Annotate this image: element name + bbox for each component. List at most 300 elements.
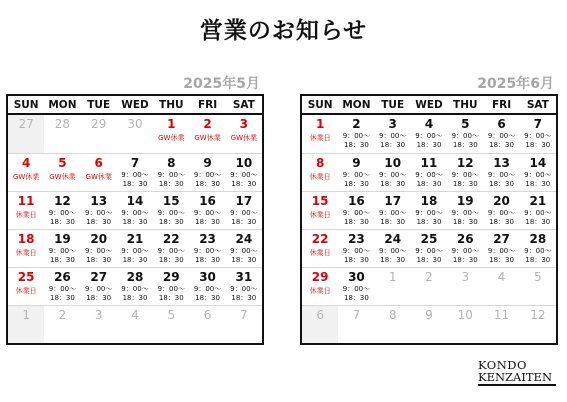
day-cell	[8, 229, 44, 267]
business-hours: 9：00～	[342, 132, 371, 140]
business-hours: 18：30	[158, 294, 184, 302]
day-cell	[226, 191, 262, 229]
day-number: 10	[235, 156, 253, 170]
day-number: 3	[388, 117, 397, 131]
day-number: 5	[461, 117, 470, 131]
weekday-header: THU	[153, 96, 189, 115]
business-hours: 9：00～	[379, 209, 407, 217]
business-hours: 9：00～	[379, 132, 407, 140]
business-hours: 9：00～	[121, 209, 149, 217]
calendar-grid	[300, 94, 558, 345]
business-hours: 9：00～	[524, 171, 552, 179]
day-number: 7	[352, 308, 361, 322]
day-number: 19	[456, 194, 474, 208]
day-cell	[81, 115, 117, 153]
day-number: 12	[54, 194, 71, 208]
weekday-header: THU	[447, 96, 483, 115]
day-number: 4	[497, 270, 506, 284]
day-number: 8	[315, 156, 325, 170]
day-cell	[375, 191, 411, 229]
closed-note: 休業日	[15, 249, 37, 257]
day-cell	[153, 229, 189, 267]
business-hours: 9：00～	[121, 247, 149, 255]
day-number: 12	[456, 156, 474, 170]
day-number: 28	[54, 117, 71, 131]
day-number: 22	[311, 232, 329, 246]
business-hours: 18：30	[195, 294, 220, 302]
day-cell	[44, 229, 80, 267]
business-hours: 18：30	[86, 218, 112, 226]
day-cell	[520, 115, 556, 153]
day-number: 16	[348, 194, 365, 208]
day-cell	[338, 229, 374, 267]
day-cell	[411, 229, 447, 267]
day-cell	[189, 305, 225, 343]
calendar-may	[6, 74, 264, 345]
day-cell	[44, 305, 80, 343]
day-number: 1	[22, 308, 30, 322]
weekday-header: MON	[44, 96, 80, 115]
day-number: 10	[384, 156, 402, 170]
month-label: 2025年5月	[183, 76, 260, 92]
business-hours: 18：30	[344, 294, 369, 302]
business-hours: 18：30	[158, 180, 184, 188]
day-cell	[81, 267, 117, 305]
business-hours: 9：00～	[121, 171, 149, 179]
closed-note: 休業日	[309, 249, 331, 257]
day-cell	[117, 267, 153, 305]
day-number: 6	[497, 117, 506, 131]
business-hours: 18：30	[489, 141, 514, 149]
day-cell	[520, 153, 556, 191]
weekday-header: WED	[117, 96, 153, 115]
day-number: 3	[461, 270, 470, 284]
day-number: 23	[199, 232, 216, 246]
day-cell	[81, 305, 117, 343]
day-number: 27	[18, 117, 34, 131]
day-number: 6	[203, 308, 212, 322]
day-cell	[302, 267, 338, 305]
day-cell	[8, 267, 44, 305]
day-cell	[226, 267, 262, 305]
day-cell	[189, 229, 225, 267]
business-hours: 9：00～	[342, 285, 371, 293]
day-cell	[411, 153, 447, 191]
weekday-header: SUN	[8, 96, 44, 115]
day-cell	[8, 153, 44, 191]
weekday-header: TUE	[81, 96, 117, 115]
business-hours: 9：00～	[193, 285, 222, 293]
day-number: 7	[533, 117, 543, 131]
day-cell	[117, 115, 153, 153]
day-number: 24	[384, 232, 402, 246]
day-cell	[338, 267, 374, 305]
day-cell	[302, 229, 338, 267]
business-hours: 18：30	[416, 180, 442, 188]
business-hours: 9：00～	[85, 209, 113, 217]
business-hours: 18：30	[86, 256, 112, 264]
weekday-header: SAT	[520, 96, 556, 115]
business-hours: 9：00～	[48, 285, 77, 293]
business-hours: 9：00～	[451, 171, 479, 179]
day-number: 1	[315, 117, 325, 131]
day-cell	[153, 305, 189, 343]
business-hours: 9：00～	[157, 171, 185, 179]
business-hours: 18：30	[158, 256, 184, 264]
business-hours: 18：30	[380, 256, 406, 264]
day-cell	[117, 191, 153, 229]
day-cell	[117, 153, 153, 191]
day-number: 14	[529, 156, 547, 170]
day-number: 6	[316, 308, 324, 322]
day-cell	[117, 305, 153, 343]
business-hours: 18：30	[489, 256, 514, 264]
day-number: 29	[162, 270, 180, 284]
day-cell	[189, 267, 225, 305]
day-cell	[226, 305, 262, 343]
day-number: 2	[425, 270, 433, 284]
day-number: 20	[493, 194, 510, 208]
day-cell	[447, 305, 483, 343]
day-number: 22	[162, 232, 180, 246]
day-cell	[189, 115, 225, 153]
weekday-header: MON	[338, 96, 374, 115]
day-cell	[447, 229, 483, 267]
company-logo	[478, 360, 556, 386]
day-number: 4	[21, 156, 31, 170]
day-cell	[447, 153, 483, 191]
business-hours: 18：30	[122, 180, 148, 188]
day-number: 25	[420, 232, 438, 246]
day-number: 28	[126, 270, 144, 284]
day-cell	[483, 229, 519, 267]
day-number: 28	[529, 232, 547, 246]
business-hours: 9：00～	[524, 132, 552, 140]
business-hours: 18：30	[231, 218, 257, 226]
day-cell	[153, 115, 189, 153]
day-number: 15	[162, 194, 180, 208]
closed-note: GW休業	[158, 134, 185, 142]
business-hours: 18：30	[50, 218, 75, 226]
closed-note: 休業日	[309, 134, 331, 142]
business-hours: 9：00～	[451, 247, 479, 255]
day-number: 21	[529, 194, 547, 208]
business-hours: 9：00～	[451, 132, 479, 140]
day-cell	[520, 191, 556, 229]
day-number: 9	[425, 308, 433, 322]
day-cell	[8, 305, 44, 343]
day-number: 14	[126, 194, 144, 208]
business-hours: 18：30	[231, 256, 257, 264]
calendar-grid	[6, 94, 264, 345]
closed-note: 休業日	[15, 211, 37, 219]
day-cell	[44, 191, 80, 229]
business-hours: 9：00～	[121, 285, 149, 293]
day-cell	[44, 115, 80, 153]
day-number: 23	[348, 232, 365, 246]
business-hours: 18：30	[122, 256, 148, 264]
business-hours: 18：30	[525, 141, 551, 149]
business-hours: 18：30	[195, 256, 220, 264]
business-hours: 9：00～	[85, 247, 113, 255]
weekday-header: SAT	[226, 96, 262, 115]
logo-line-1: KONDO	[478, 358, 527, 372]
business-hours: 9：00～	[487, 209, 516, 217]
day-number: 11	[420, 156, 438, 170]
business-hours: 18：30	[416, 141, 442, 149]
business-hours: 18：30	[525, 180, 551, 188]
calendar-june	[300, 74, 558, 345]
business-hours: 18：30	[231, 180, 257, 188]
business-hours: 9：00～	[193, 209, 222, 217]
day-cell	[375, 267, 411, 305]
day-cell	[153, 267, 189, 305]
day-number: 11	[493, 308, 510, 322]
day-cell	[81, 191, 117, 229]
business-hours: 9：00～	[524, 209, 552, 217]
business-hours: 9：00～	[379, 171, 407, 179]
weekday-header: SUN	[302, 96, 338, 115]
business-hours: 9：00～	[415, 132, 443, 140]
day-cell	[411, 115, 447, 153]
business-hours: 18：30	[122, 294, 148, 302]
day-cell	[302, 115, 338, 153]
business-hours: 9：00～	[48, 247, 77, 255]
business-hours: 18：30	[344, 180, 369, 188]
closed-note: 休業日	[15, 287, 37, 295]
weekday-header: WED	[411, 96, 447, 115]
day-number: 29	[311, 270, 329, 284]
closed-note: 休業日	[309, 287, 331, 295]
day-number: 9	[352, 156, 361, 170]
day-cell	[520, 229, 556, 267]
business-hours: 9：00～	[524, 247, 552, 255]
business-hours: 9：00～	[342, 247, 371, 255]
day-cell	[117, 229, 153, 267]
business-hours: 18：30	[344, 141, 369, 149]
day-number: 17	[235, 194, 253, 208]
day-cell	[189, 191, 225, 229]
business-hours: 9：00～	[230, 247, 258, 255]
business-hours: 18：30	[195, 180, 220, 188]
day-cell	[411, 267, 447, 305]
day-number: 30	[199, 270, 216, 284]
day-cell	[338, 115, 374, 153]
day-number: 13	[90, 194, 108, 208]
closed-note: GW休業	[230, 134, 258, 142]
day-number: 6	[94, 156, 103, 170]
closed-note: 休業日	[309, 173, 331, 181]
business-hours: 18：30	[416, 218, 442, 226]
day-number: 8	[167, 156, 176, 170]
day-cell	[302, 191, 338, 229]
day-number: 10	[457, 308, 473, 322]
day-number: 27	[90, 270, 108, 284]
day-number: 27	[493, 232, 510, 246]
day-number: 8	[388, 308, 397, 322]
day-cell	[483, 115, 519, 153]
day-cell	[81, 229, 117, 267]
day-cell	[153, 153, 189, 191]
day-number: 9	[203, 156, 212, 170]
business-hours: 9：00～	[230, 171, 258, 179]
day-number: 26	[54, 270, 71, 284]
day-cell	[447, 191, 483, 229]
day-cell	[483, 267, 519, 305]
business-hours: 9：00～	[342, 171, 371, 179]
day-number: 4	[131, 308, 139, 322]
business-hours: 18：30	[344, 218, 369, 226]
business-hours: 9：00～	[379, 247, 407, 255]
business-hours: 18：30	[525, 256, 551, 264]
day-number: 16	[199, 194, 216, 208]
day-cell	[8, 191, 44, 229]
day-cell	[226, 153, 262, 191]
closed-note: GW休業	[12, 173, 40, 181]
day-number: 20	[90, 232, 108, 246]
day-number: 26	[456, 232, 474, 246]
business-hours: 18：30	[344, 256, 369, 264]
day-cell	[375, 305, 411, 343]
day-number: 3	[94, 308, 103, 322]
day-cell	[44, 153, 80, 191]
day-number: 2	[352, 117, 361, 131]
day-number: 13	[493, 156, 510, 170]
weekday-header: FRI	[483, 96, 519, 115]
day-number: 21	[126, 232, 144, 246]
day-number: 24	[235, 232, 253, 246]
business-hours: 18：30	[525, 218, 551, 226]
day-number: 3	[239, 117, 249, 131]
weekday-header: TUE	[375, 96, 411, 115]
closed-note: GW休業	[194, 134, 221, 142]
day-cell	[44, 267, 80, 305]
business-hours: 9：00～	[415, 209, 443, 217]
day-cell	[153, 191, 189, 229]
business-hours: 18：30	[416, 256, 442, 264]
business-hours: 18：30	[489, 218, 514, 226]
day-number: 18	[17, 232, 35, 246]
day-cell	[338, 305, 374, 343]
logo-line-2: KENZAITEN	[478, 372, 556, 387]
day-number: 5	[58, 156, 67, 170]
business-hours: 18：30	[452, 218, 478, 226]
business-hours: 9：00～	[157, 209, 185, 217]
business-hours: 18：30	[231, 294, 257, 302]
day-number: 2	[58, 308, 67, 322]
day-cell	[226, 229, 262, 267]
business-hours: 18：30	[489, 180, 514, 188]
day-number: 1	[388, 270, 397, 284]
business-hours: 9：00～	[157, 285, 185, 293]
closed-note: 休業日	[309, 211, 331, 219]
day-number: 2	[203, 117, 212, 131]
business-hours: 9：00～	[487, 171, 516, 179]
closed-note: GW休業	[85, 173, 112, 181]
closed-note: GW休業	[49, 173, 76, 181]
business-hours: 18：30	[452, 141, 478, 149]
day-cell	[411, 305, 447, 343]
business-hours: 18：30	[380, 180, 406, 188]
day-cell	[8, 115, 44, 153]
day-number: 4	[424, 117, 434, 131]
day-number: 1	[167, 117, 176, 131]
day-cell	[338, 153, 374, 191]
day-number: 7	[130, 156, 140, 170]
day-cell	[375, 115, 411, 153]
business-hours: 9：00～	[451, 209, 479, 217]
business-hours: 9：00～	[85, 285, 113, 293]
day-number: 17	[384, 194, 402, 208]
business-hours: 18：30	[452, 180, 478, 188]
day-cell	[483, 191, 519, 229]
business-hours: 18：30	[158, 218, 184, 226]
day-number: 31	[235, 270, 253, 284]
business-hours: 9：00～	[157, 247, 185, 255]
business-hours: 18：30	[380, 218, 406, 226]
business-hours: 9：00～	[230, 285, 258, 293]
business-hours: 9：00～	[230, 209, 258, 217]
business-hours: 18：30	[50, 256, 75, 264]
business-hours: 9：00～	[487, 247, 516, 255]
business-hours: 18：30	[86, 294, 112, 302]
business-hours: 9：00～	[487, 132, 516, 140]
business-hours: 18：30	[50, 294, 75, 302]
business-hours: 18：30	[122, 218, 148, 226]
day-number: 29	[91, 117, 107, 131]
day-cell	[520, 305, 556, 343]
business-hours: 18：30	[195, 218, 220, 226]
weekday-header: FRI	[189, 96, 225, 115]
day-number: 30	[127, 117, 143, 131]
day-cell	[483, 153, 519, 191]
business-hours: 9：00～	[193, 247, 222, 255]
business-hours: 18：30	[380, 141, 406, 149]
month-label: 2025年6月	[477, 76, 554, 92]
day-number: 11	[17, 194, 35, 208]
business-hours: 9：00～	[415, 171, 443, 179]
day-cell	[338, 191, 374, 229]
day-number: 15	[311, 194, 329, 208]
business-hours: 9：00～	[415, 247, 443, 255]
day-cell	[447, 115, 483, 153]
day-cell	[81, 153, 117, 191]
day-number: 12	[530, 308, 546, 322]
business-hours: 9：00～	[48, 209, 77, 217]
day-cell	[302, 305, 338, 343]
day-number: 30	[348, 270, 365, 284]
day-cell	[447, 267, 483, 305]
day-number: 25	[17, 270, 35, 284]
day-cell	[483, 305, 519, 343]
day-cell	[226, 115, 262, 153]
day-number: 5	[534, 270, 542, 284]
business-hours: 9：00～	[193, 171, 222, 179]
page-title: 営業のお知らせ	[199, 18, 368, 44]
day-cell	[375, 153, 411, 191]
day-cell	[189, 153, 225, 191]
day-cell	[302, 153, 338, 191]
day-number: 7	[240, 308, 248, 322]
day-cell	[411, 191, 447, 229]
business-hours: 9：00～	[342, 209, 371, 217]
day-cell	[520, 267, 556, 305]
day-number: 19	[54, 232, 71, 246]
day-number: 5	[167, 308, 176, 322]
day-cell	[375, 229, 411, 267]
business-hours: 18：30	[452, 256, 478, 264]
day-number: 18	[420, 194, 438, 208]
